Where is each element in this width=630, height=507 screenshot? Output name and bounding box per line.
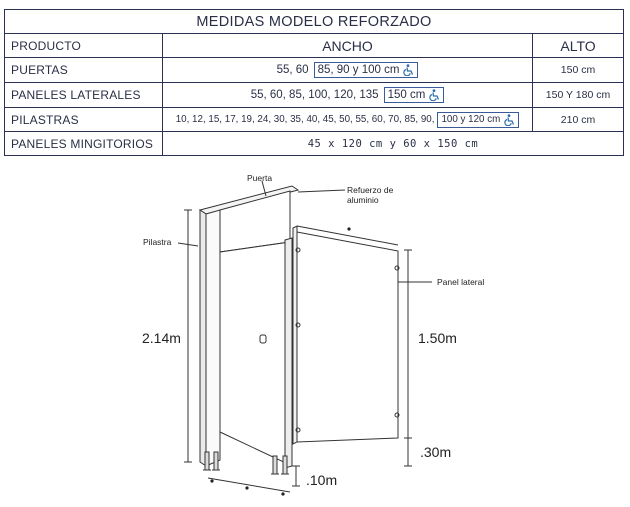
row-product: PANELES LATERALES — [5, 83, 163, 107]
width-plain: 55, 60 — [276, 64, 309, 76]
width-plain: 55, 60, 85, 100, 120, 135 — [250, 89, 379, 101]
width-plain: 10, 12, 15, 17, 19, 24, 30, 35, 40, 45, 50, 55, 60, 70, 85, 90, — [175, 114, 435, 125]
dimension-total-height: 2.14m — [142, 330, 181, 346]
header-width: ANCHO — [163, 34, 533, 57]
door — [220, 242, 290, 465]
header-product: PRODUCTO — [5, 34, 163, 57]
header-height: ALTO — [560, 37, 596, 54]
foot — [214, 452, 218, 470]
label-door: Puerta — [247, 173, 273, 183]
pilaster — [200, 210, 206, 466]
dimension-panel-height: 1.50m — [418, 330, 457, 346]
width-accessible: 150 cm — [387, 89, 426, 101]
row-height: 150 cm — [560, 64, 596, 76]
label-pilaster: Pilastra — [143, 237, 172, 247]
width-accessible: 100 y 120 cm — [441, 114, 501, 125]
label-reinforcement: Refuerzo de aluminio — [347, 185, 394, 205]
row-width: 45 x 120 cm y 60 x 150 cm — [307, 137, 479, 150]
dimension-foot-height: .10m — [306, 472, 338, 488]
side-panel — [297, 232, 398, 442]
foot — [205, 452, 209, 470]
row-product: PILASTRAS — [5, 108, 163, 131]
row-product: PUERTAS — [5, 58, 163, 82]
width-accessible: 85, 90 y 100 cm — [317, 64, 400, 76]
foot — [283, 456, 287, 474]
row-height: 150 Y 180 cm — [545, 89, 611, 101]
label-side-panel: Panel lateral — [437, 277, 485, 287]
row-height: 210 cm — [560, 113, 596, 126]
table-title: MEDIDAS MODELO REFORZADO — [196, 13, 432, 30]
dimension-floor-gap: .30m — [420, 444, 452, 460]
row-product: PANELES MINGITORIOS — [5, 132, 163, 155]
foot — [273, 456, 277, 474]
